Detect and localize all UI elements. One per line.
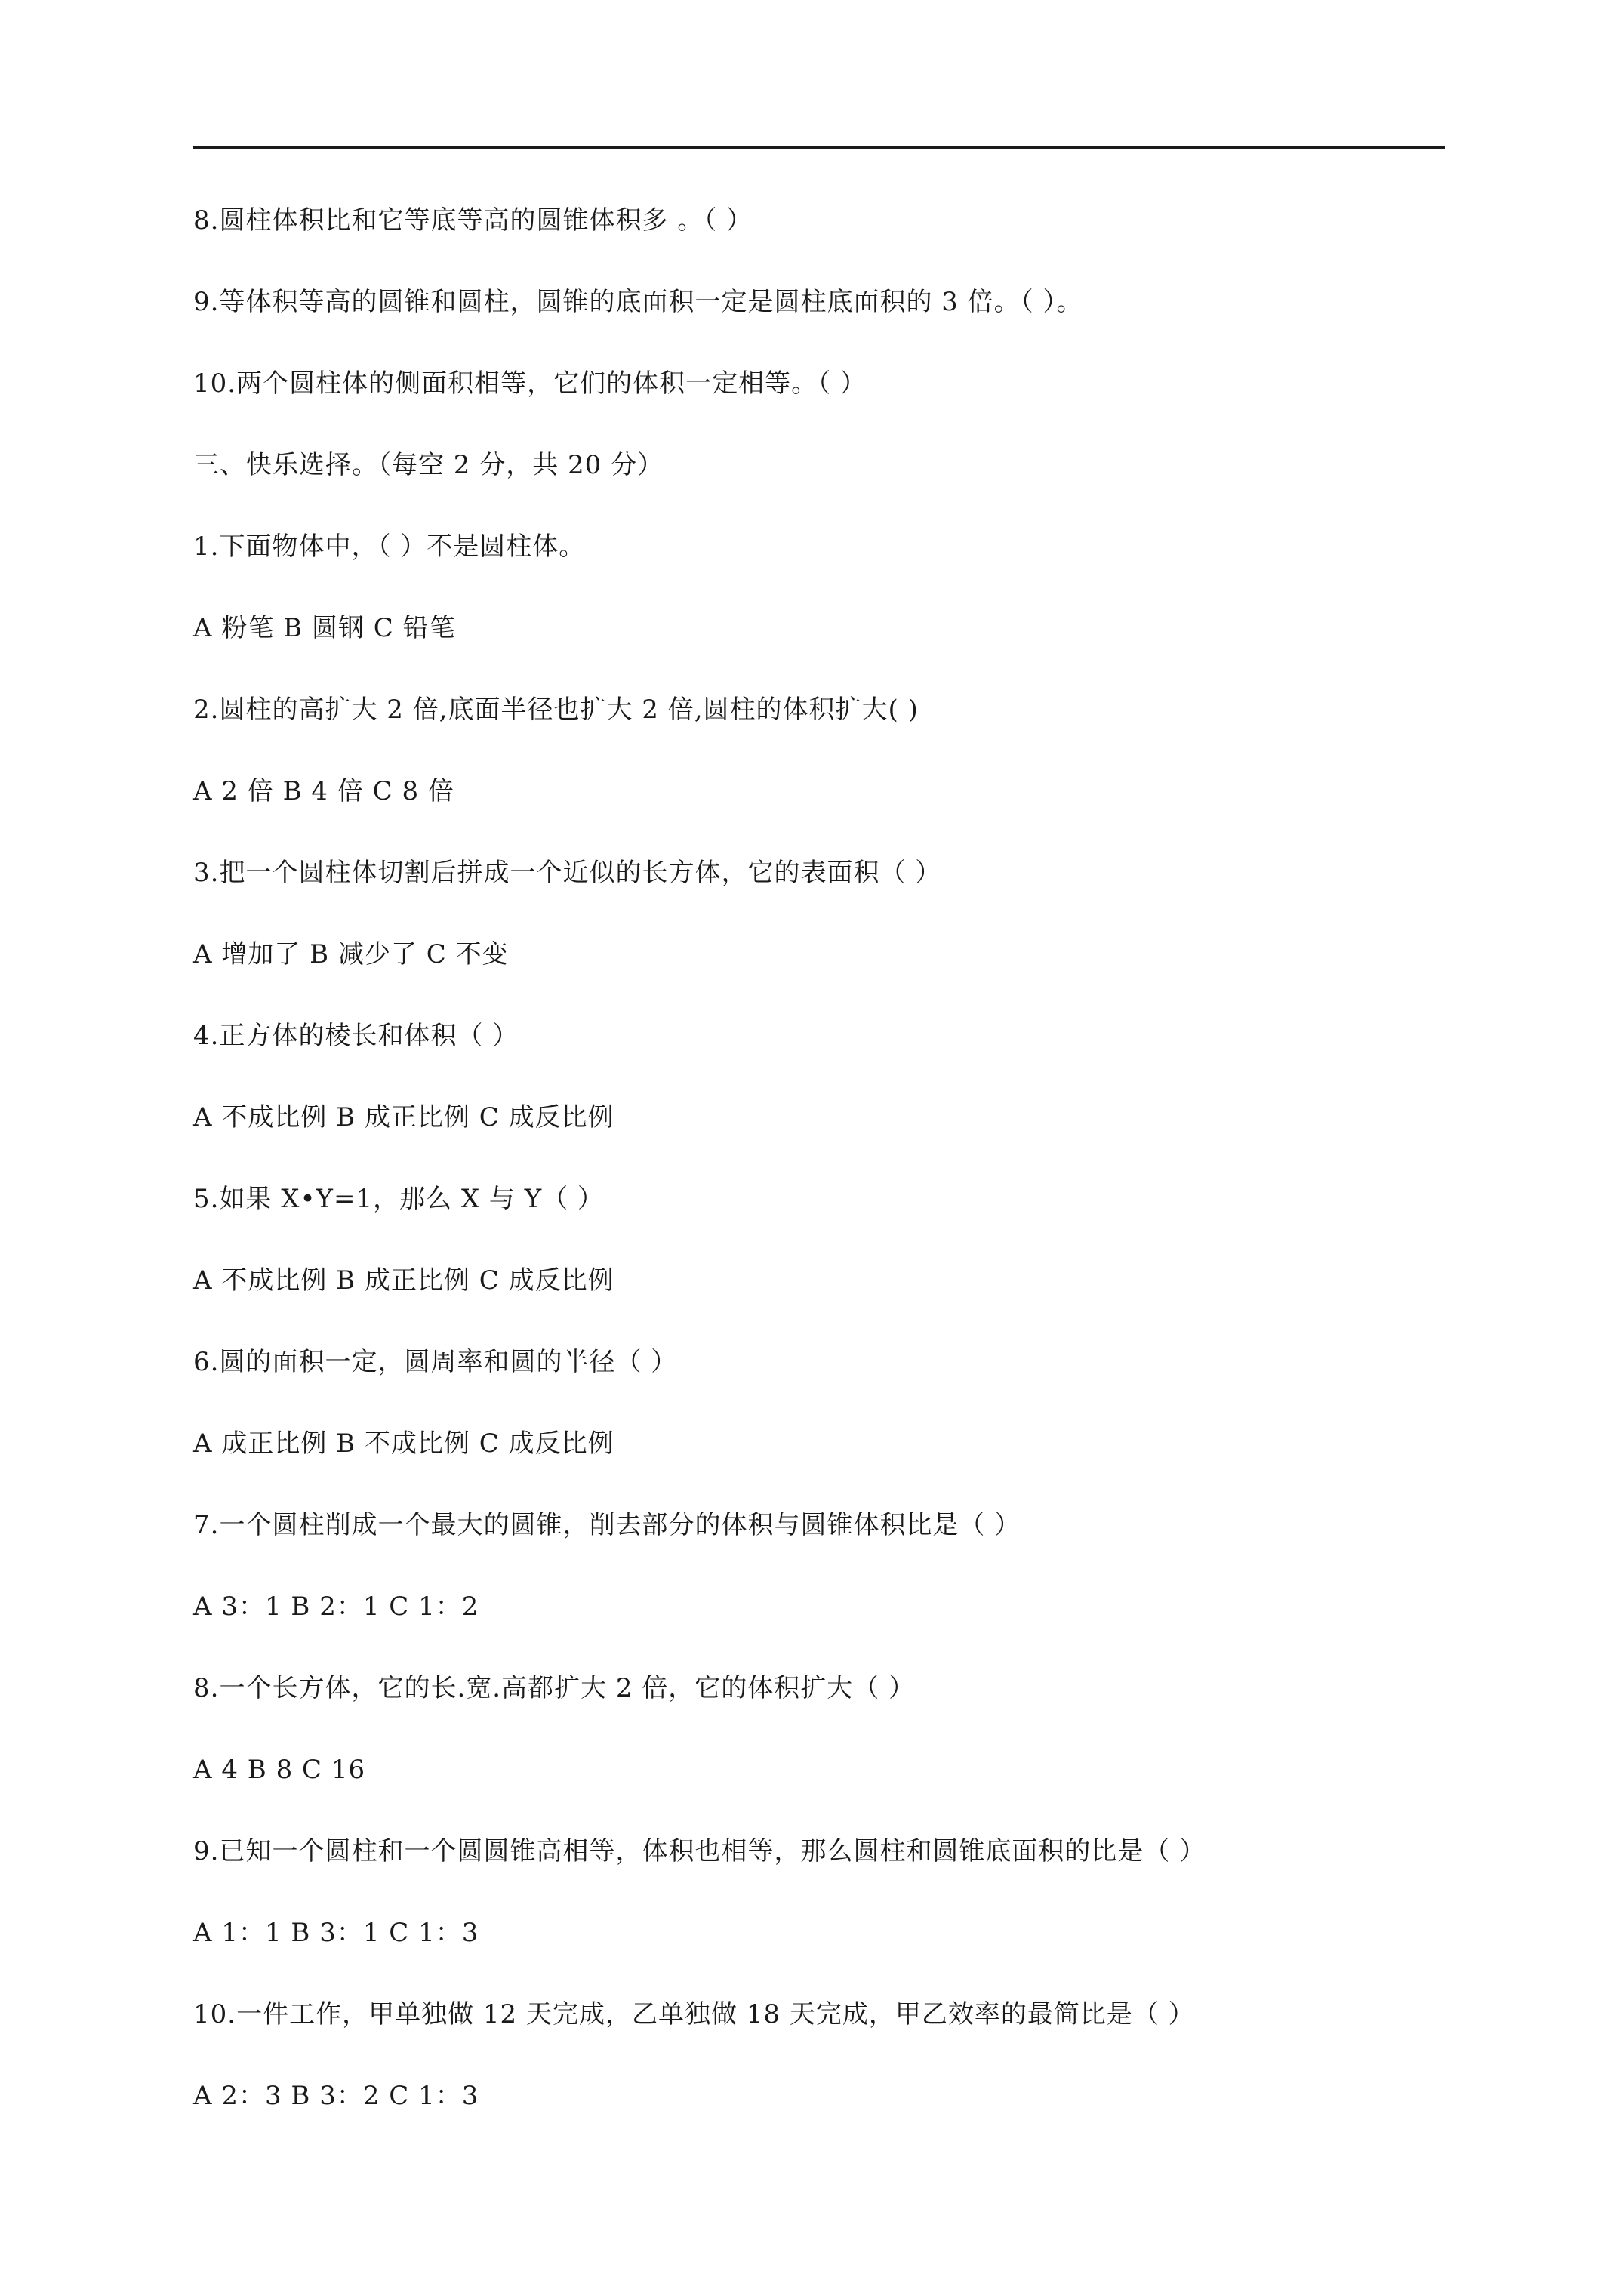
choice-question-1: 1.下面物体中，（ ）不是圆柱体。	[193, 532, 586, 562]
choice-question-5: 5.如果 X•Y=1，那么 X 与 Y（ ）	[193, 1184, 604, 1214]
choice-options-3: A 增加了 B 减少了 C 不变	[193, 939, 509, 969]
choice-question-2: 2.圆柱的高扩大 2 倍,底面半径也扩大 2 倍,圆柱的体积扩大( )	[193, 695, 919, 725]
choice-question-6: 6.圆的面积一定，圆周率和圆的半径（ ）	[193, 1347, 678, 1377]
choice-options-4: A 不成比例 B 成正比例 C 成反比例	[193, 1102, 614, 1133]
tf-question-8: 8.圆柱体积比和它等底等高的圆锥体积多 。（ ）	[193, 205, 753, 236]
choice-options-5: A 不成比例 B 成正比例 C 成反比例	[193, 1265, 614, 1296]
header-rule	[193, 146, 1445, 149]
choice-options-1: A 粉笔 B 圆钢 C 铅笔	[193, 613, 456, 643]
section-heading-choice: 三、快乐选择。（每空 2 分，共 20 分）	[193, 450, 664, 480]
choice-options-6: A 成正比例 B 不成比例 C 成反比例	[193, 1428, 614, 1459]
choice-options-7: A 3：1 B 2：1 C 1：2	[193, 1592, 479, 1622]
tf-question-9: 9.等体积等高的圆锥和圆柱，圆锥的底面积一定是圆柱底面积的 3 倍。（ ）。	[193, 287, 1083, 317]
tf-question-10: 10.两个圆柱体的侧面积相等，它们的体积一定相等。（ ）	[193, 368, 867, 399]
choice-question-4: 4.正方体的棱长和体积（ ）	[193, 1021, 519, 1051]
choice-question-10: 10.一件工作，甲单独做 12 天完成，乙单独做 18 天完成，甲乙效率的最简比是（ ）	[193, 1999, 1195, 2029]
choice-question-9: 9.已知一个圆柱和一个圆圆锥高相等，体积也相等，那么圆柱和圆锥底面积的比是（ ）	[193, 1836, 1206, 1866]
choice-question-7: 7.一个圆柱削成一个最大的圆锥，削去部分的体积与圆锥体积比是（ ）	[193, 1510, 1021, 1540]
choice-options-2: A 2 倍 B 4 倍 C 8 倍	[193, 776, 454, 806]
choice-question-8: 8.一个长方体，它的长.宽.高都扩大 2 倍，它的体积扩大（ ）	[193, 1673, 916, 1703]
choice-options-8: A 4 B 8 C 16	[193, 1755, 366, 1785]
choice-options-9: A 1：1 B 3：1 C 1：3	[193, 1918, 479, 1948]
choice-options-10: A 2：3 B 3：2 C 1：3	[193, 2081, 479, 2111]
choice-question-3: 3.把一个圆柱体切割后拼成一个近似的长方体，它的表面积（ ）	[193, 858, 942, 888]
